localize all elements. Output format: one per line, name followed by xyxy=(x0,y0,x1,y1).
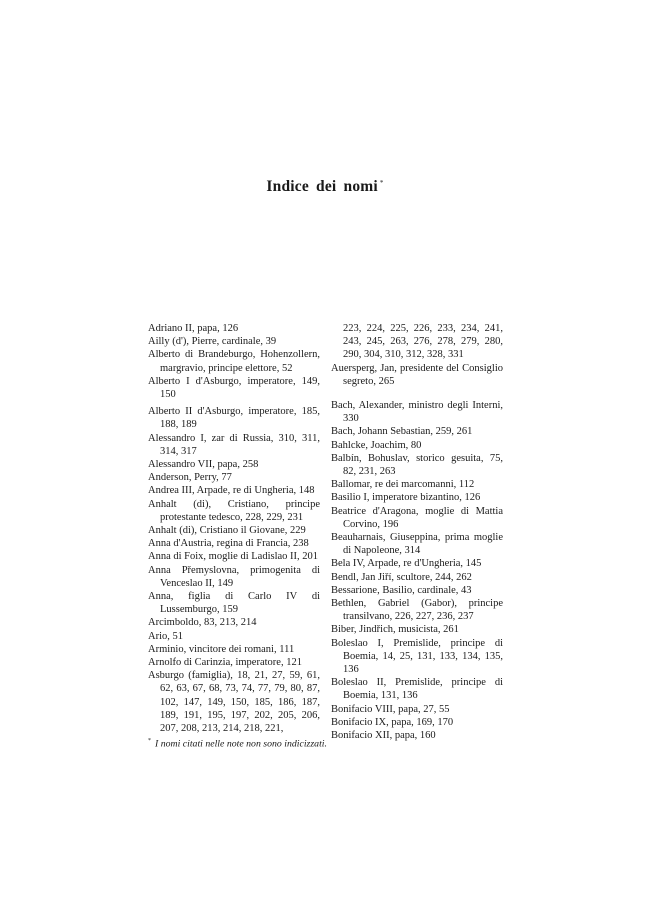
index-entry: Bach, Alexander, ministro degli Interni, 330 xyxy=(331,400,503,425)
index-entry: Alberto di Brandeburgo, Hohenzollern, margravio, principe elettore, 52 xyxy=(148,349,320,374)
index-entry: Alberto I d'Asburgo, imperatore, 149, 150 xyxy=(148,375,320,401)
index-entry: Bach, Johann Sebastian, 259, 261 xyxy=(331,426,473,438)
index-column-right xyxy=(331,322,503,742)
index-column-left xyxy=(148,322,320,735)
index-entry: Ailly (d'), Pierre, cardinale, 39 xyxy=(148,336,277,348)
index-entry: Anna, figlia di Carlo IV di Lussemburgo, 159 xyxy=(148,591,320,616)
index-entry: Anhalt (di), Cristiano il Giovane, 229 xyxy=(148,525,306,537)
index-entry: Bonifacio VIII, papa, 27, 55 xyxy=(331,703,450,715)
index-entry: Anna Přemyslovna, primogenita di Venceslao II, 149 xyxy=(148,564,320,589)
index-entry: Bonifacio IX, papa, 169, 170 xyxy=(331,716,454,728)
page-title-text: Indice dei nomi xyxy=(266,178,378,195)
index-entry: Boleslao I, Premislide, principe di Boemia, 14, 25, 131, 133, 134, 135, 136 xyxy=(331,637,503,676)
index-entry: Bendl, Jan Jiří, scultore, 244, 262 xyxy=(331,571,472,583)
index-entry: Ballomar, re dei marcomanni, 112 xyxy=(331,479,475,491)
footnote-text: I nomi citati nelle note non sono indicizzati. xyxy=(155,738,327,750)
footnote-mark: * xyxy=(148,738,151,744)
index-entry: Balbín, Bohuslav, storico gesuita, 75, 82, 231, 263 xyxy=(331,452,503,478)
index-entry: Boleslao II, Premislide, principe di Boemia, 131, 136 xyxy=(331,677,503,702)
index-entry: Arcimboldo, 83, 213, 214 xyxy=(148,617,257,629)
index-entry: Arminio, vincitore dei romani, 111 xyxy=(148,643,295,655)
index-entry: Alessandro VII, papa, 258 xyxy=(148,459,259,471)
index-entry: Bonifacio XII, papa, 160 xyxy=(331,730,436,742)
index-entry: Anna d'Austria, regina di Francia, 238 xyxy=(148,538,309,550)
index-entry: Ario, 51 xyxy=(148,630,183,642)
index-entry-continuation: 223, 224, 225, 226, 233, 234, 241, 243, 245, 263, 276, 278, 279, 280, 290, 304, 310, 312, 328, 331 xyxy=(343,323,503,361)
index-entry: Anderson, Perry, 77 xyxy=(148,472,232,484)
index-entry: Beatrice d'Aragona, moglie di Mattia Corvino, 196 xyxy=(331,505,503,530)
index-entry: Anna di Foix, moglie di Ladislao II, 201 xyxy=(148,551,319,563)
page-title xyxy=(0,178,650,196)
index-entry: Beauharnais, Giuseppina, prima moglie di Napoleone, 314 xyxy=(331,532,503,557)
index-entry: Alberto II d'Asburgo, imperatore, 185, 188, 189 xyxy=(148,406,320,431)
title-footnote-mark: * xyxy=(379,178,384,187)
index-entry: Bahlcke, Joachim, 80 xyxy=(331,439,422,451)
footnote xyxy=(148,738,327,749)
index-entry: Bethlen, Gabriel (Gabor), principe transilvano, 226, 227, 236, 237 xyxy=(331,598,503,623)
index-entry: Bela IV, Arpade, re d'Ungheria, 145 xyxy=(331,558,482,570)
index-entry: Andrea III, Arpade, re di Ungheria, 148 xyxy=(148,485,315,497)
index-entry: Alessandro I, zar di Russia, 310, 311, 314, 317 xyxy=(148,432,320,457)
index-entry: Basilio I, imperatore bizantino, 126 xyxy=(331,492,481,504)
index-entry: Arnolfo di Carinzia, imperatore, 121 xyxy=(148,657,302,669)
index-entry: Biber, Jindřich, musicista, 261 xyxy=(331,624,459,636)
index-entry: Anhalt (di), Cristiano, principe protestante tedesco, 228, 229, 231 xyxy=(148,498,320,523)
index-entry: Asburgo (famiglia), 18, 21, 27, 59, 61, 62, 63, 67, 68, 73, 74, 77, 79, 80, 87, 102, 147, 149, 150, 185, 186, 187, 189, 191, 195, 197, 202, 205, 206, 207, 208, 213, 214, 218, 221, xyxy=(148,670,320,735)
index-entry: Auersperg, Jan, presidente del Consiglio segreto, 265 xyxy=(331,362,503,387)
index-entry: Bessarione, Basilio, cardinale, 43 xyxy=(331,584,472,596)
index-entry: Adriano II, papa, 126 xyxy=(148,323,239,334)
